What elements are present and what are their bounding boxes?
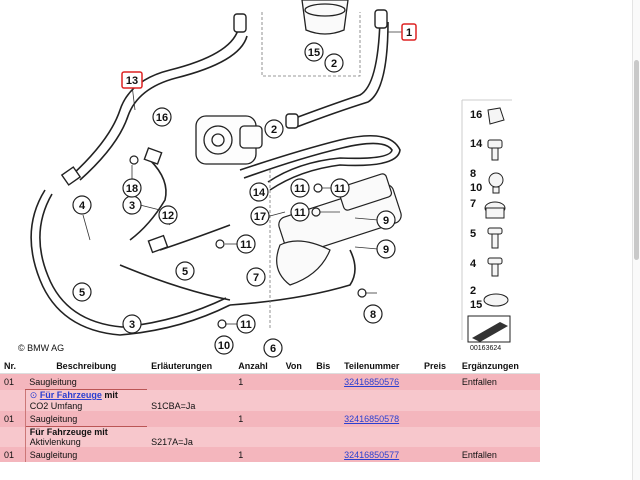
copyright-notice: © BMW AG xyxy=(18,343,65,353)
cell-nr: 01 xyxy=(0,411,25,427)
vehicle-condition-label: Für Fahrzeuge mit xyxy=(29,427,108,437)
callout-11[interactable] xyxy=(331,179,349,197)
callout-12-label: 12 xyxy=(161,210,175,222)
vehicle-condition-detail: CO2 Umfang xyxy=(29,401,83,411)
cell-ergaenzung: Entfallen xyxy=(458,374,540,390)
cell-ergaenzung: Entfallen xyxy=(458,447,540,462)
callout-14[interactable] xyxy=(250,183,268,201)
callout-box-1[interactable] xyxy=(402,24,416,40)
cell-beschreibung: Saugleitung xyxy=(25,447,147,462)
callout-box-13[interactable] xyxy=(122,72,142,88)
col-ergaenzungen: Ergänzungen xyxy=(458,358,540,374)
col-nr: Nr. xyxy=(0,358,25,374)
svg-text:5: 5 xyxy=(470,228,477,240)
callout-18[interactable] xyxy=(123,179,141,197)
cell-teilenummer[interactable] xyxy=(340,411,420,427)
callout-box-13-label: 13 xyxy=(125,75,139,87)
svg-text:10: 10 xyxy=(470,182,483,194)
callout-11[interactable] xyxy=(237,315,255,333)
callout-12[interactable] xyxy=(159,206,177,224)
callout-11[interactable] xyxy=(291,179,309,197)
callout-box-1-label: 1 xyxy=(405,27,413,39)
parts-table xyxy=(0,358,540,462)
callout-3-label: 3 xyxy=(128,200,136,212)
cell-teilenummer[interactable] xyxy=(340,374,420,390)
callout-3-label: 3 xyxy=(128,319,136,331)
col-teilenummer: Teilenummer xyxy=(340,358,420,374)
callout-4-label: 4 xyxy=(78,200,86,212)
svg-text:2: 2 xyxy=(470,285,477,297)
callout-4[interactable] xyxy=(73,196,91,214)
cell-nr: 01 xyxy=(0,374,25,390)
svg-text:14: 14 xyxy=(470,138,483,150)
cell-bis xyxy=(312,411,340,427)
table-row[interactable] xyxy=(0,447,540,462)
callout-9[interactable] xyxy=(377,211,395,229)
callout-2-label: 2 xyxy=(330,58,338,70)
callout-10[interactable] xyxy=(215,336,233,354)
callout-3[interactable] xyxy=(123,196,141,214)
callout-6-label: 6 xyxy=(269,343,277,355)
callout-9-label: 9 xyxy=(382,244,390,256)
callout-16[interactable] xyxy=(153,108,171,126)
cell-anzahl: 1 xyxy=(234,447,281,462)
col-beschreibung: Beschreibung xyxy=(25,358,147,374)
col-bis: Bis xyxy=(312,358,340,374)
cell-von xyxy=(282,374,313,390)
svg-text:16: 16 xyxy=(470,109,483,121)
callout-15-label: 15 xyxy=(307,47,321,59)
callout-11[interactable] xyxy=(291,203,309,221)
cell-erlaeuterung: S1CBA=Ja xyxy=(147,390,234,412)
callout-5-label: 5 xyxy=(78,287,86,299)
table-note-row xyxy=(0,427,540,448)
vehicle-condition-note xyxy=(25,427,147,448)
callout-11-label: 11 xyxy=(240,319,252,331)
cell-preis xyxy=(420,374,458,390)
callout-11-label: 11 xyxy=(294,183,306,195)
table-note-row xyxy=(0,390,540,412)
scrollbar-thumb[interactable] xyxy=(634,60,639,260)
callout-8-label: 8 xyxy=(369,309,377,321)
vehicle-condition-link[interactable]: Für Fahrzeuge xyxy=(39,390,102,400)
table-header-row xyxy=(0,358,540,374)
info-circle-icon[interactable]: ⊙ xyxy=(29,390,38,400)
cell-teilenummer[interactable] xyxy=(340,447,420,462)
callout-16-label: 16 xyxy=(155,112,169,124)
cell-preis xyxy=(420,411,458,427)
callout-2[interactable] xyxy=(265,120,283,138)
callout-5[interactable] xyxy=(176,262,194,280)
part-number-link[interactable]: 32416850576 xyxy=(344,376,400,387)
svg-text:4: 4 xyxy=(470,258,477,270)
callout-6[interactable] xyxy=(264,339,282,357)
callout-8[interactable] xyxy=(364,305,382,323)
callout-7[interactable] xyxy=(247,268,265,286)
callout-15[interactable] xyxy=(305,43,323,61)
cell-von xyxy=(282,447,313,462)
callout-11-label: 11 xyxy=(334,183,346,195)
part-number-link[interactable]: 32416850577 xyxy=(344,449,400,460)
callout-9-label: 9 xyxy=(382,215,390,227)
callout-17-label: 17 xyxy=(253,211,267,223)
col-preis: Preis xyxy=(420,358,458,374)
table-row[interactable] xyxy=(0,411,540,427)
cell-bis xyxy=(312,447,340,462)
cell-anzahl: 1 xyxy=(234,374,281,390)
cell-beschreibung: Saugleitung xyxy=(25,411,147,427)
cell-ergaenzung xyxy=(458,411,540,427)
callout-18-label: 18 xyxy=(125,183,139,195)
cell-erlaeuterung: S217A=Ja xyxy=(147,427,234,448)
cell-beschreibung: Saugleitung xyxy=(25,374,147,390)
callout-3[interactable] xyxy=(123,315,141,333)
svg-text:8: 8 xyxy=(470,168,477,180)
vehicle-condition-note xyxy=(25,390,147,412)
small-parts-legend xyxy=(462,100,512,342)
cell-von xyxy=(282,411,313,427)
svg-text:15: 15 xyxy=(470,299,483,311)
cell-erlaeuterung xyxy=(147,374,234,390)
callout-5[interactable] xyxy=(73,283,91,301)
callout-2-label: 2 xyxy=(270,124,278,136)
cell-erlaeuterung xyxy=(147,447,234,462)
callout-11[interactable] xyxy=(237,235,255,253)
vertical-scrollbar[interactable] xyxy=(632,0,640,480)
col-erlaeuterungen: Erläuterungen xyxy=(147,358,234,374)
col-von: Von xyxy=(282,358,313,374)
callout-17[interactable] xyxy=(251,207,269,225)
col-anzahl: Anzahl xyxy=(234,358,281,374)
callout-14-label: 14 xyxy=(252,187,266,199)
cell-anzahl: 1 xyxy=(234,411,281,427)
cell-preis xyxy=(420,447,458,462)
callout-5-label: 5 xyxy=(181,266,189,278)
callout-7-label: 7 xyxy=(252,272,260,284)
vehicle-condition-suffix: mit xyxy=(104,390,118,400)
callout-9[interactable] xyxy=(377,240,395,258)
vehicle-condition-detail: Aktivlenkung xyxy=(29,437,81,447)
cell-nr: 01 xyxy=(0,447,25,462)
callout-11-label: 11 xyxy=(240,239,252,251)
callout-2[interactable] xyxy=(325,54,343,72)
cell-bis xyxy=(312,374,340,390)
callout-10-label: 10 xyxy=(217,340,231,352)
callout-11-label: 11 xyxy=(294,207,306,219)
table-row[interactable] xyxy=(0,374,540,390)
svg-text:7: 7 xyxy=(470,198,477,210)
cell-erlaeuterung xyxy=(147,411,234,427)
part-number-link[interactable]: 32416850578 xyxy=(344,413,400,424)
image-number: 00163624 xyxy=(470,345,502,352)
